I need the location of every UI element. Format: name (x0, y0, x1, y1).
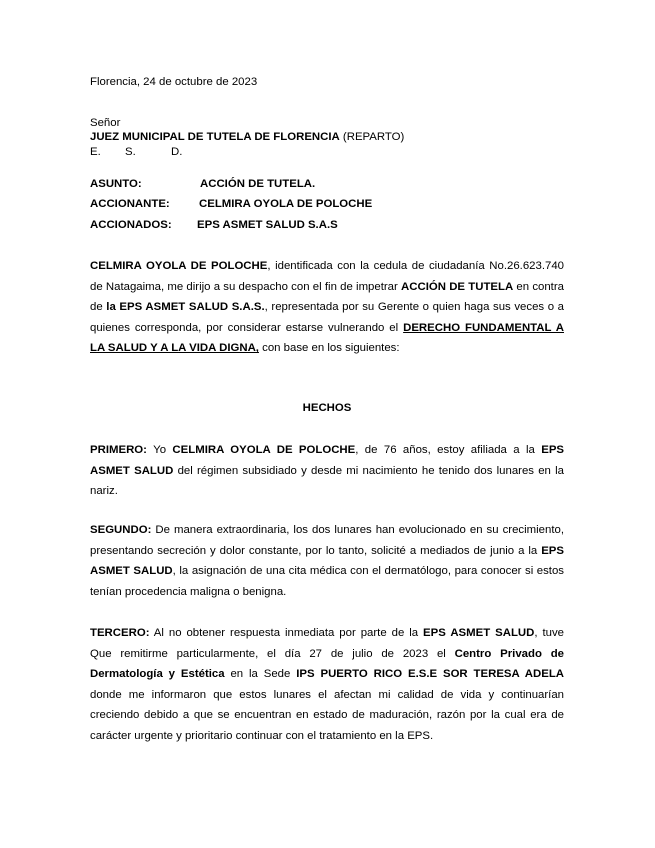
primero-paragraph (90, 440, 564, 502)
intro-text-2: en contra de (90, 280, 564, 314)
intro-text-4: con base en los siguientes: (258, 342, 400, 355)
primero-name: CELMIRA OYOLA DE POLOCHE (172, 444, 356, 456)
intro-name: CELMIRA OYOLA DE POLOCHE (90, 260, 268, 272)
intro-text-3: , representada por su Gerente o quien haga sus veces o a quienes corresponda, por considerar estarse vulnerando el (90, 301, 565, 334)
addressee-suffix: (REPARTO) (339, 131, 405, 143)
intro-paragraph (90, 256, 564, 359)
intro-text-1: , identificada con la cedula de ciudadanía No.26.623.740 de Natagaima, me dirijo a su despacho con el fin de impetrar (90, 260, 564, 293)
tercero-text-4: donde me informaron que estos lunares el afectan mi calidad de vida y continuarían creciendo debido a que se encuentran en estado de maduración, razón por la cual era de carácter urgente y prioritario continuar con el tratamiento en la EPS. (90, 688, 564, 742)
primero-text-3: del régimen subsidiado y desde mi nacimiento he tenido dos lunares en la nariz. (90, 464, 564, 498)
tercero-label: TERCERO: (90, 627, 150, 639)
segundo-paragraph (90, 520, 564, 602)
accionados-label: ACCIONADOS: (90, 219, 172, 231)
primero-label: PRIMERO: (90, 444, 147, 456)
asunto-row (90, 178, 315, 190)
intro-accion: ACCIÓN DE TUTELA (401, 280, 514, 293)
segundo-eps: EPS ASMET SALUD (90, 544, 564, 578)
esd-d: D. (171, 146, 183, 158)
intro-eps: la EPS ASMET SALUD S.A.S. (106, 301, 265, 314)
asunto-label: ASUNTO: (90, 178, 142, 190)
segundo-text-1: De manera extraordinaria, los dos lunares han evolucionado en su crecimiento, presentando secreción y dolor constante, por lo tanto, solicité a mediados de junio a la (90, 524, 564, 557)
intro-derecho: DERECHO FUNDAMENTAL A LA SALUD Y A LA VIDA DIGNA, (90, 321, 564, 355)
tercero-text-3: en la Sede (224, 668, 297, 681)
tercero-paragraph (90, 623, 564, 747)
accionante-row (90, 198, 372, 210)
addressee (90, 131, 404, 143)
primero-text-1: Yo (146, 444, 173, 456)
segundo-label: SEGUNDO: (90, 524, 152, 536)
asunto-value: ACCIÓN DE TUTELA. (200, 178, 316, 190)
tercero-text-1: Al no obtener respuesta inmediata por parte de la (149, 627, 424, 639)
salutation: Señor (90, 117, 121, 129)
date-line: Florencia, 24 de octubre de 2023 (90, 76, 258, 88)
hechos-title: HECHOS (302, 402, 352, 414)
accionados-row (90, 219, 338, 231)
accionante-value: CELMIRA OYOLA DE POLOCHE (199, 198, 373, 210)
tercero-centro: Centro Privado de Dermatología y Estética (90, 647, 564, 681)
esd-e: E. (90, 146, 101, 158)
addressee-name: JUEZ MUNICIPAL DE TUTELA DE FLORENCIA (90, 131, 340, 143)
primero-text-2: , de 76 años, estoy afiliada a la (355, 444, 542, 456)
segundo-text-2: , la asignación de una cita médica con el dermatólogo, para conocer si estos tenían procedencia maligna o benigna. (90, 565, 565, 598)
accionados-value: EPS ASMET SALUD S.A.S (197, 219, 338, 231)
tercero-ips: IPS PUERTO RICO E.S.E SOR TERESA ADELA (296, 668, 565, 681)
primero-eps: EPS ASMET SALUD (90, 444, 565, 477)
esd-s: S. (125, 146, 136, 158)
tercero-eps: EPS ASMET SALUD (423, 627, 535, 639)
accionante-label: ACCIONANTE: (90, 198, 170, 210)
tercero-text-2: , tuve Que remitirme particularmente, el día 27 de julio de 2023 el (90, 627, 564, 660)
